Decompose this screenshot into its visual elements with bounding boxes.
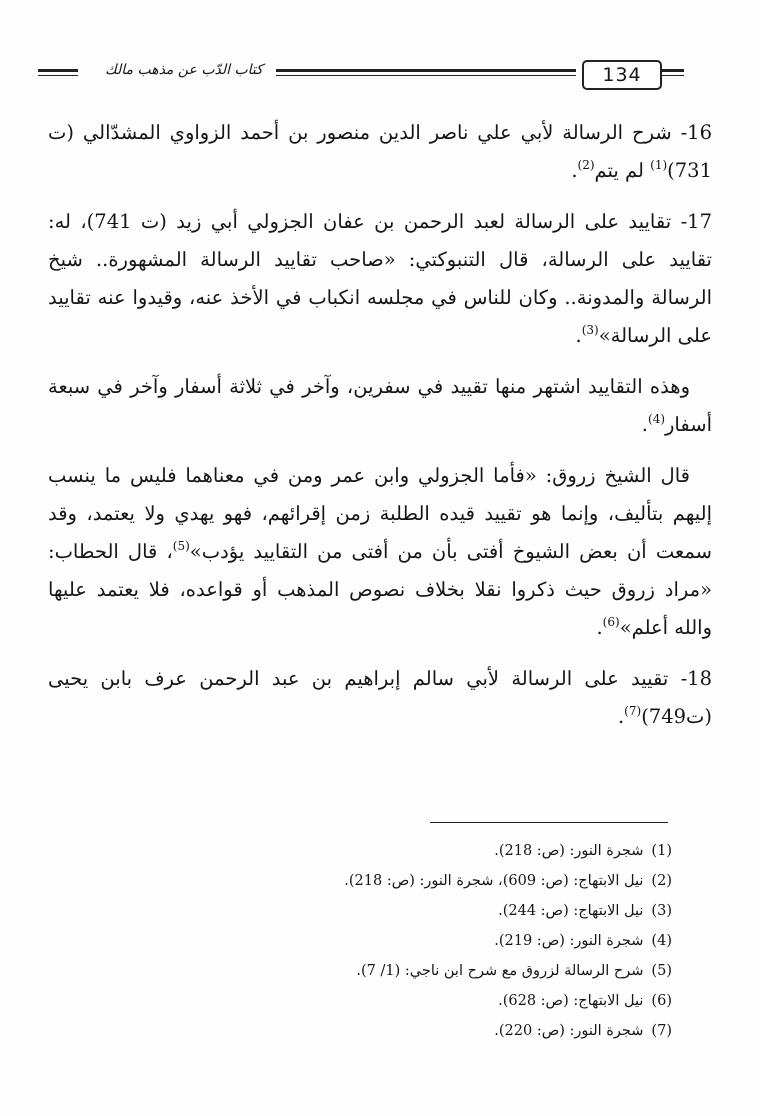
footnote-text: شرح الرسالة لزروق مع شرح ابن ناجي: (1/ 7).: [356, 963, 644, 979]
footnote-ref-6: (6): [602, 615, 620, 629]
footnote-5: [200, 956, 672, 986]
paragraph-zarruq-text1: قال الشيخ زروق: «فأما الجزولي وابن عمر ومن في معناهما فليس ما ينسب إليهم بتأليف، وإنما هو تقييد قيده الطلبة زمن إقرائهم، فهو يهدي ولا يعتمد، وقد سمعت أن بعض الشيوخ أفتى بأن من أفتى من التقاييد يؤدب»: [48, 464, 712, 563]
header-rule-far-left-thin: [38, 75, 78, 76]
entry-16-date: (ت 731): [48, 121, 712, 182]
entry-16: [48, 114, 712, 190]
entry-18-text: 18- تقييد على الرسالة لأبي سالم إبراهيم بن عبد الرحمن عرف بابن يحيى (ت749): [48, 667, 712, 728]
main-text: [48, 114, 712, 749]
footnote-4: [200, 926, 672, 956]
footnote-separator: [430, 822, 668, 823]
footnote-number: (7): [651, 1023, 672, 1039]
paragraph-zarruq-text2: ، قال الحطاب: «مراد زروق حيث ذكروا نقلا بخلاف نصوص المذهب أو قواعده، فلا يعتمد عليها والله أعلم»: [48, 540, 712, 639]
entry-16-line1: 16- شرح الرسالة لأبي علي ناصر الدين منصور بن أحمد الزواوي المشدّالي: [82, 121, 712, 144]
footnote-text: نيل الابتهاج: (ص: 244).: [498, 903, 644, 919]
footnote-text: شجرة النور: (ص: 219).: [494, 933, 644, 949]
header-rule-left-thin: [276, 75, 576, 76]
header-rule-far-left-thick: [38, 69, 78, 72]
entry-16-end: .: [571, 159, 578, 182]
footnote-ref-7: (7): [624, 704, 642, 718]
footnote-7: [200, 1016, 672, 1046]
footnote-ref-4: (4): [648, 412, 666, 426]
footnote-ref-1: (1): [650, 158, 668, 172]
paragraph-taqayid: [48, 368, 712, 444]
page-number: 134: [582, 60, 662, 90]
footnote-text: شجرة النور: (ص: 220).: [494, 1023, 644, 1039]
entry-17: [48, 203, 712, 355]
footnote-text: شجرة النور: (ص: 218).: [494, 843, 644, 859]
running-book-title: كتاب الدّب عن مذهب مالك: [105, 62, 263, 78]
entry-17-text: 17- تقاييد على الرسالة لعبد الرحمن بن عفان الجزولي أبي زيد (ت 741)، له: تقاييد على الرسالة، قال التنبوكتي: «صاحب تقاييد الرسالة المشهورة.. شيخ الرسالة والمدونة.. وكان للناس في مجلسه انكباب في الأخذ عنه، وقيدوا عنه تقاييد على الرسالة»: [48, 210, 712, 347]
footnotes: [200, 836, 672, 1046]
footnote-number: (6): [651, 993, 672, 1009]
footnote-ref-3: (3): [581, 323, 599, 337]
header-rule-left-thick: [276, 69, 576, 72]
paragraph-taqayid-end: .: [641, 413, 648, 436]
paragraph-zarruq-end: .: [596, 616, 603, 639]
entry-18: [48, 660, 712, 736]
footnote-ref-2: (2): [577, 158, 595, 172]
footnote-text: نيل الابتهاج: (ص: 609)، شجرة النور: (ص: 218).: [344, 873, 644, 889]
paragraph-taqayid-text: وهذه التقاييد اشتهر منها تقييد في سفرين، وآخر في ثلاثة أسفار وآخر في سبعة أسفار: [48, 375, 712, 436]
footnote-number: (4): [651, 933, 672, 949]
footnote-2: [200, 866, 672, 896]
footnote-3: [200, 896, 672, 926]
footnote-number: (2): [651, 873, 672, 889]
footnote-ref-5: (5): [172, 539, 190, 553]
entry-16-status: لم يتم: [594, 159, 651, 182]
page-header: [34, 52, 718, 96]
footnote-number: (5): [651, 963, 672, 979]
footnote-number: (1): [651, 843, 672, 859]
paragraph-zarruq: [48, 457, 712, 647]
entry-18-end: .: [617, 705, 625, 728]
header-rule-right-thick: [662, 69, 684, 72]
footnote-6: [200, 986, 672, 1016]
footnote-number: (3): [651, 903, 672, 919]
footnote-text: نيل الابتهاج: (ص: 628).: [498, 993, 644, 1009]
header-rule-right-thin: [662, 75, 684, 76]
footnote-1: [200, 836, 672, 866]
entry-17-end: .: [575, 324, 582, 347]
